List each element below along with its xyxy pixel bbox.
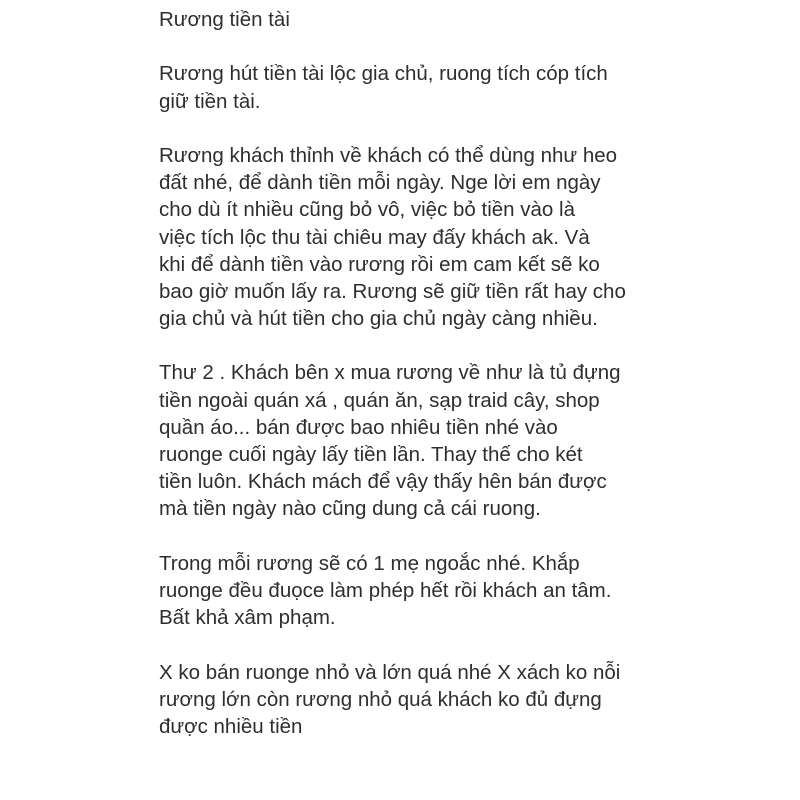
text-line: cho dù ít nhiều cũng bỏ vô, việc bỏ tiền vào là [159, 198, 575, 222]
text-line: tiền luôn. Khách mách để vậy thấy hên bán được [159, 470, 607, 494]
note-paragraph-5 [159, 659, 759, 741]
text-line: tiền ngoài quán xá , quán ăn, sạp traid cây, shop [159, 388, 600, 412]
text-line: X ko bán ruonge nhỏ và lớn quá nhé X xách ko nỗi [159, 660, 621, 684]
text-line: đất nhé, để dành tiền mỗi ngày. Nge lời em ngày [159, 171, 601, 195]
text-line: Thư 2 . Khách bên x mua rương về như là tủ đựng [159, 361, 621, 385]
text-line: khi để dành tiền vào rương rồi em cam kết sẽ ko [159, 252, 600, 276]
text-line: mà tiền ngày nào cũng dung cả cái ruong. [159, 497, 541, 521]
text-line: Trong mỗi rương sẽ có 1 mẹ ngoắc nhé. Khắp [159, 551, 580, 575]
note-paragraph-1 [159, 60, 759, 114]
text-line: Rương khách thỉnh về khách có thể dùng như heo [159, 143, 618, 167]
text-line: việc tích lộc thu tài chiêu may đấy khách ak. Và [159, 225, 590, 249]
text-line: ruonge cuối ngày lấy tiền lần. Thay thế cho két [159, 443, 583, 466]
text-line: giữ tiền tài. [159, 89, 261, 113]
note-paragraph-2 [159, 142, 759, 332]
text-line: rương lớn còn rương nhỏ quá khách ko đủ đựng [159, 687, 602, 711]
text-line: được nhiều tiền [159, 714, 303, 738]
note-text [159, 6, 759, 740]
text-line: Bất khả xâm phạm. [159, 606, 336, 630]
note-paragraph-3 [159, 359, 759, 522]
text-line: bao giờ muốn lấy ra. Rương sẽ giữ tiền rất hay cho [159, 279, 626, 303]
text-line: quần áo... bán được bao nhiêu tiền nhé vào [159, 415, 558, 439]
text-line: gia chủ và hút tiền cho gia chủ ngày càng nhiều. [159, 307, 598, 331]
text-line: Rương hút tiền tài lộc gia chủ, ruong tích cóp tích [159, 62, 608, 86]
note-title: Rương tiền tài [159, 8, 290, 31]
note-paragraph-4 [159, 550, 759, 632]
text-line: ruonge đều đuọce làm phép hết rồi khách an tâm. [159, 578, 612, 602]
